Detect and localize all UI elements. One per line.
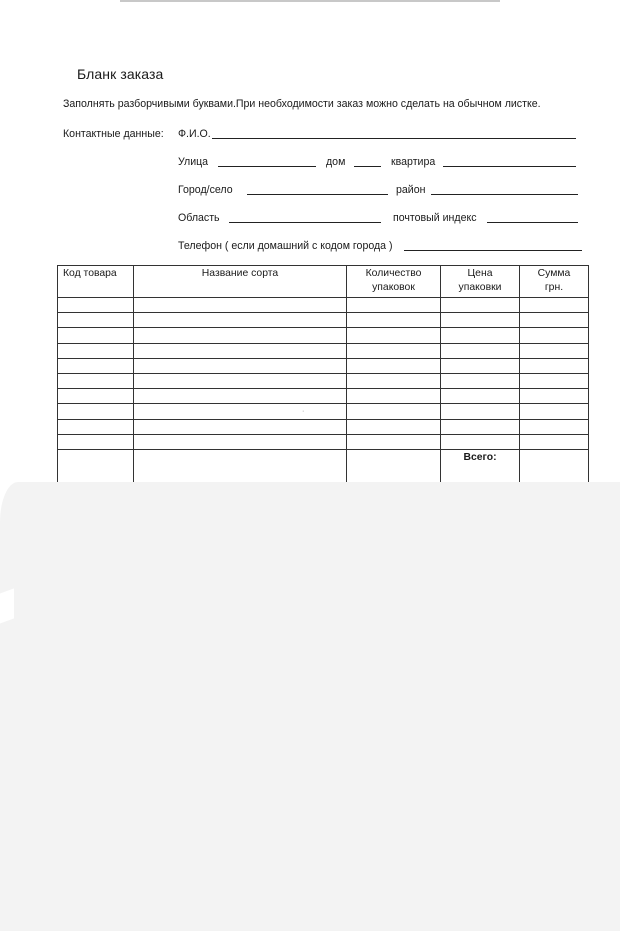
contact-label: Контактные данные: [63, 128, 164, 140]
table-cell[interactable] [347, 298, 441, 313]
table-cell[interactable] [520, 313, 589, 328]
table-cell[interactable] [134, 343, 347, 358]
table-cell[interactable] [134, 404, 347, 419]
table-row [58, 389, 589, 404]
table-cell[interactable] [520, 389, 589, 404]
table-cell[interactable] [134, 389, 347, 404]
header-code: Код товара [58, 266, 134, 298]
table-row [58, 358, 589, 373]
district-label: район [396, 184, 426, 196]
table-cell[interactable] [134, 328, 347, 343]
header-quantity: Количество упаковок [347, 266, 441, 298]
house-line[interactable] [354, 166, 381, 167]
table-row [58, 298, 589, 313]
table-cell[interactable] [58, 373, 134, 388]
phone-label: Телефон ( если домашний с кодом города ) [178, 240, 393, 252]
table-row [58, 373, 589, 388]
table-cell[interactable] [441, 373, 520, 388]
page-top-edge [120, 0, 500, 2]
scan-speck: · [302, 408, 305, 415]
table-cell[interactable] [347, 389, 441, 404]
table-cell[interactable] [134, 358, 347, 373]
total-row [58, 449, 589, 482]
header-sum: Сумма грн. [520, 266, 589, 298]
region-label: Область [178, 212, 220, 224]
table-cell[interactable] [441, 298, 520, 313]
table-cell[interactable] [347, 373, 441, 388]
table-row [58, 419, 589, 434]
table-cell[interactable] [58, 343, 134, 358]
region-line[interactable] [229, 222, 381, 223]
table-cell[interactable] [520, 358, 589, 373]
order-table [57, 265, 589, 483]
district-line[interactable] [431, 194, 578, 195]
apartment-line[interactable] [443, 166, 576, 167]
table-cell[interactable] [520, 434, 589, 449]
table-cell[interactable] [441, 404, 520, 419]
table-row [58, 404, 589, 419]
table-cell[interactable] [520, 404, 589, 419]
table-cell[interactable] [347, 404, 441, 419]
table-cell[interactable] [58, 358, 134, 373]
street-line[interactable] [218, 166, 316, 167]
table-cell[interactable] [441, 328, 520, 343]
table-cell[interactable] [347, 313, 441, 328]
header-price: Цена упаковки [441, 266, 520, 298]
table-cell[interactable] [134, 434, 347, 449]
table-row [58, 343, 589, 358]
table-cell[interactable] [520, 343, 589, 358]
form-title: Бланк заказа [77, 66, 164, 82]
table-cell[interactable] [134, 449, 347, 482]
table-cell[interactable] [441, 343, 520, 358]
table-cell[interactable] [347, 328, 441, 343]
table-cell[interactable] [441, 313, 520, 328]
table-cell[interactable] [58, 328, 134, 343]
table-cell[interactable] [441, 389, 520, 404]
table-row [58, 313, 589, 328]
fio-line[interactable] [212, 138, 576, 139]
table-cell[interactable] [58, 298, 134, 313]
table-cell[interactable] [58, 404, 134, 419]
table-cell[interactable] [58, 449, 134, 482]
blank-lower-area [0, 482, 620, 931]
table-cell[interactable] [520, 298, 589, 313]
table-cell[interactable] [347, 343, 441, 358]
table-cell[interactable] [58, 313, 134, 328]
table-cell[interactable] [134, 313, 347, 328]
table-cell[interactable] [441, 434, 520, 449]
table-cell[interactable] [347, 358, 441, 373]
city-line[interactable] [247, 194, 388, 195]
table-cell[interactable] [441, 358, 520, 373]
table-cell[interactable] [347, 449, 441, 482]
table-cell[interactable] [134, 298, 347, 313]
table-cell[interactable] [134, 373, 347, 388]
table-cell[interactable] [520, 373, 589, 388]
table-row [58, 328, 589, 343]
fio-label: Ф.И.О. [178, 128, 211, 140]
total-sum-cell[interactable] [520, 449, 589, 482]
street-label: Улица [178, 156, 209, 168]
header-name: Название сорта [134, 266, 347, 298]
form-instruction: Заполнять разборчивыми буквами.При необходимости заказ можно сделать на обычном листке. [63, 98, 541, 110]
table-row [58, 434, 589, 449]
table-cell[interactable] [520, 419, 589, 434]
table-cell[interactable] [520, 328, 589, 343]
table-cell[interactable] [347, 434, 441, 449]
city-label: Город/село [178, 184, 233, 196]
page-edge-notch [0, 588, 14, 625]
table-cell[interactable] [134, 419, 347, 434]
table-header-row [58, 266, 589, 298]
postal-code-line[interactable] [487, 222, 578, 223]
table-cell[interactable] [58, 419, 134, 434]
phone-line[interactable] [404, 250, 582, 251]
house-label: дом [326, 156, 346, 168]
postal-code-label: почтовый индекс [393, 212, 477, 224]
total-label: Всего: [441, 449, 520, 482]
apartment-label: квартира [391, 156, 436, 168]
table-cell[interactable] [441, 419, 520, 434]
table-cell[interactable] [58, 389, 134, 404]
table-cell[interactable] [347, 419, 441, 434]
table-cell[interactable] [58, 434, 134, 449]
